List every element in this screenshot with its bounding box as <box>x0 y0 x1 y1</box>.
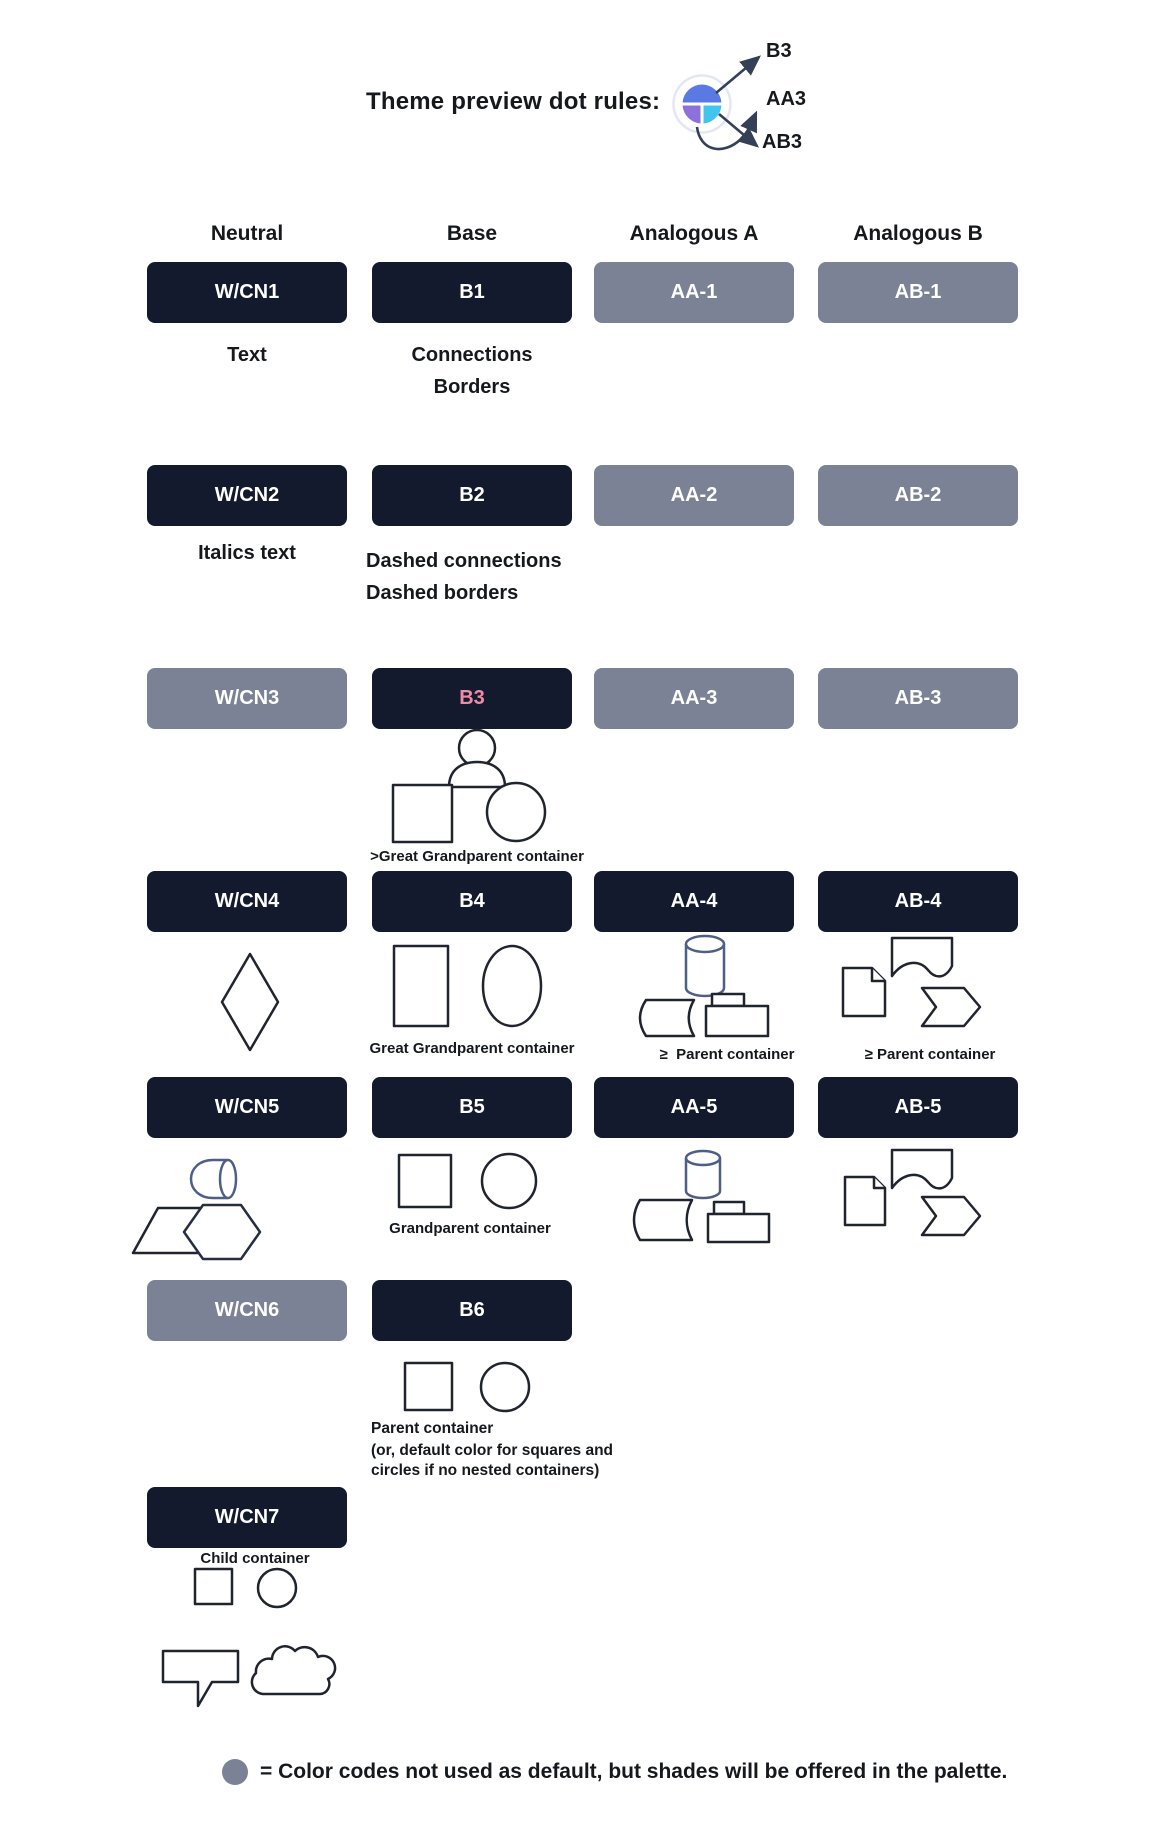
page-title: Theme preview dot rules: <box>366 88 661 115</box>
caption-text: Text <box>227 344 267 366</box>
wcn7-shape-group <box>185 1562 300 1612</box>
caption-italics-text: Italics text <box>198 542 296 564</box>
circle-shape <box>487 783 545 841</box>
swatch-aa3: AA-3 <box>594 668 794 729</box>
person-shoulders-icon <box>449 762 505 787</box>
caption-b6-line1: Parent container <box>371 1420 494 1437</box>
swatch-aa4: AA-4 <box>594 871 794 932</box>
caption-b4-shapes: Great Grandparent container <box>369 1040 575 1057</box>
wavy-document-shape <box>892 938 952 976</box>
person-icon <box>459 730 495 766</box>
speech-bubble-shape <box>163 1651 238 1706</box>
swatch-aa1: AA-1 <box>594 262 794 323</box>
swatch-b3: B3 <box>372 668 572 729</box>
column-header-neutral: Neutral <box>210 222 284 245</box>
swatch-ab5: AB-5 <box>818 1077 1018 1138</box>
footer-legend: = Color codes not used as default, but shades will be offered in the palette. <box>260 1760 1008 1783</box>
ab5-shape-group <box>835 1140 990 1245</box>
caption-wcn7-shapes: Child container <box>200 1550 310 1567</box>
column-header-analogous-a: Analogous A <box>629 222 759 245</box>
aa5-shape-group <box>620 1142 785 1247</box>
caption-b5-shapes: Grandparent container <box>389 1220 551 1237</box>
swatch-wcn1: W/CN1 <box>147 262 347 323</box>
swatch-aa5: AA-5 <box>594 1077 794 1138</box>
wcn7-extra-shape-group <box>150 1640 340 1712</box>
caption-aa4-shapes: ≥ Parent container <box>659 1046 795 1063</box>
pointer-label-aa3: AA3 <box>766 88 807 110</box>
caption-dashed-connections: Dashed connections <box>366 550 562 572</box>
b3-shape-group <box>375 718 575 853</box>
folder-shape <box>708 1214 769 1242</box>
swatch-b4: B4 <box>372 871 572 932</box>
cloud-shape <box>252 1646 335 1694</box>
swatch-ab2: AB-2 <box>818 465 1018 526</box>
swatch-b6: B6 <box>372 1280 572 1341</box>
ab4-shape-group <box>835 930 990 1035</box>
column-header-analogous-b: Analogous B <box>853 222 983 245</box>
column-header-base: Base <box>446 222 498 245</box>
aa4-shape-group <box>620 930 785 1042</box>
swatch-wcn3: W/CN3 <box>147 668 347 729</box>
swatch-wcn6: W/CN6 <box>147 1280 347 1341</box>
swatch-wcn5: W/CN5 <box>147 1077 347 1138</box>
pointer-label-b3: B3 <box>766 40 792 62</box>
square-shape <box>405 1363 452 1410</box>
b4-shape-group <box>380 940 560 1032</box>
b6-shape-group <box>395 1355 540 1417</box>
circle-shape <box>481 1363 529 1411</box>
circle-shape <box>482 1154 536 1208</box>
caption-dashed-borders: Dashed borders <box>366 582 519 604</box>
document-fold-icon <box>874 1177 885 1188</box>
swatch-ab4: AB-4 <box>818 871 1018 932</box>
wcn4-shape-group <box>210 950 290 1055</box>
caption-connections: Connections <box>411 344 533 366</box>
chevron-shape <box>922 1197 980 1235</box>
swatch-b1: B1 <box>372 262 572 323</box>
folder-shape <box>706 1006 768 1036</box>
chevron-shape <box>922 988 980 1026</box>
square-shape <box>394 946 448 1026</box>
swatch-ab1: AB-1 <box>818 262 1018 323</box>
square-shape <box>399 1155 451 1207</box>
b5-shape-group <box>390 1148 560 1213</box>
cylinder-top-icon <box>686 1151 720 1165</box>
dot-ring <box>674 76 731 133</box>
wcn5-shape-group <box>125 1150 270 1262</box>
swatch-wcn7: W/CN7 <box>147 1487 347 1548</box>
caption-borders: Borders <box>433 376 511 398</box>
swatch-wcn4: W/CN4 <box>147 871 347 932</box>
swatch-ab3: AB-3 <box>818 668 1018 729</box>
flex-rect-shape <box>634 1200 692 1240</box>
flex-rect-shape <box>640 1000 694 1036</box>
square-shape <box>195 1569 232 1604</box>
legend-dot-icon <box>222 1759 248 1785</box>
theme-preview-dot <box>560 15 860 165</box>
square-shape <box>393 785 452 842</box>
swatch-b2: B2 <box>372 465 572 526</box>
pointer-label-ab3: AB3 <box>762 131 803 153</box>
arrow-to-b3 <box>716 57 759 93</box>
swatch-aa2: AA-2 <box>594 465 794 526</box>
caption-ab4-shapes: ≥ Parent container <box>864 1046 996 1063</box>
folder-tab-icon <box>712 994 744 1006</box>
wavy-document-shape <box>892 1150 952 1188</box>
folder-tab-icon <box>714 1202 744 1214</box>
caption-b6-line2: (or, default color for squares and <box>371 1442 614 1459</box>
cylinder-cap-icon <box>220 1160 236 1198</box>
caption-b3-shapes: >Great Grandparent container <box>370 848 584 865</box>
swatch-b5: B5 <box>372 1077 572 1138</box>
diamond-shape <box>222 954 278 1050</box>
document-fold-icon <box>872 968 885 981</box>
caption-b6-line3: circles if no nested containers) <box>371 1462 600 1479</box>
cylinder-top-icon <box>686 936 724 952</box>
circle-shape <box>483 946 541 1026</box>
circle-shape <box>258 1569 296 1607</box>
swatch-wcn2: W/CN2 <box>147 465 347 526</box>
